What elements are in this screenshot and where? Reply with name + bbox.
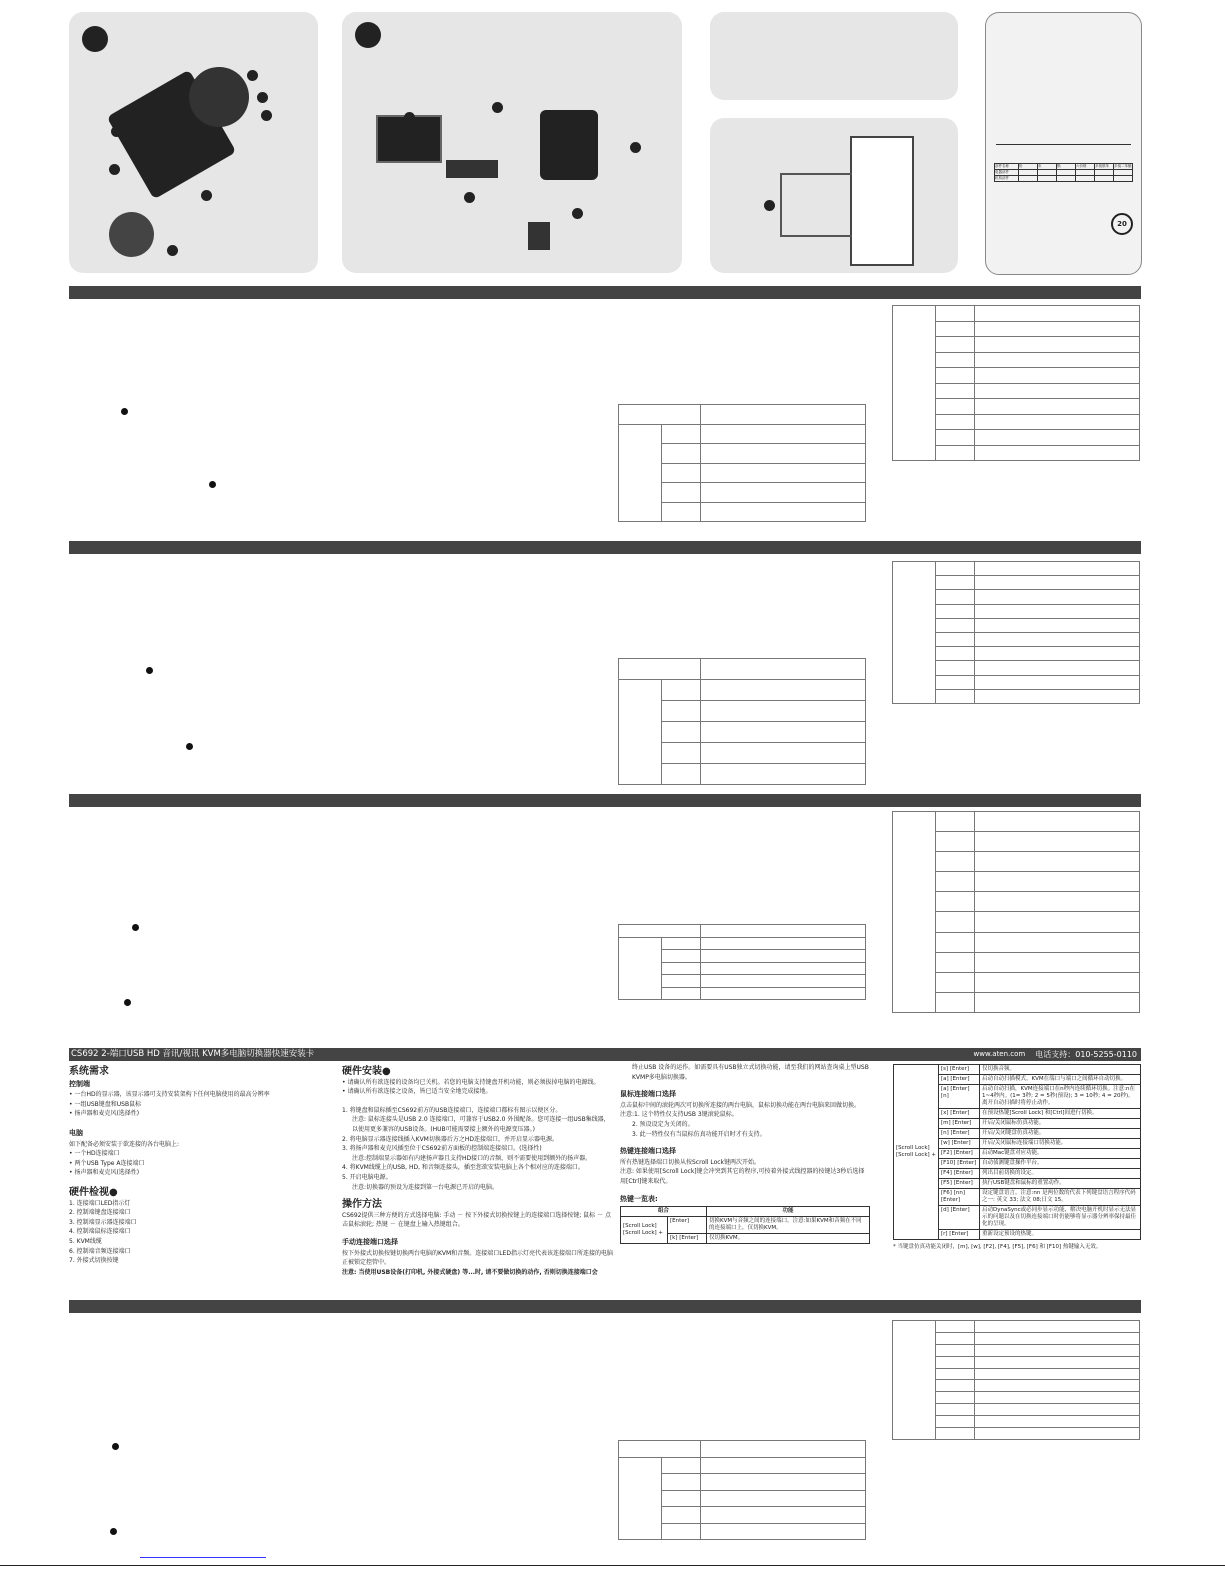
installation-panel	[342, 12, 682, 273]
middle-column	[342, 1063, 614, 1277]
rohs-header: 六价铬	[1076, 164, 1095, 170]
column-header: 功能	[707, 1207, 870, 1217]
key-cell: [F5] [Enter]	[939, 1179, 980, 1189]
paragraph: 如下配备必须安装于欲连接的各台电脑上:	[69, 1140, 180, 1148]
support-phone: 电话支持：010-5255-0110	[1035, 1050, 1137, 1059]
key-cell: [x] [Enter]	[939, 1109, 980, 1119]
note: 注意:1. 这个特性仅支持USB 3键滚轮鼠标。	[620, 1111, 738, 1119]
key-cell: [F6] [nn] [Enter]	[939, 1189, 980, 1206]
table-row	[893, 306, 1140, 322]
combo-cell: [Scroll Lock] [Scroll Lock] +	[621, 1217, 668, 1244]
section-header-bar	[69, 1048, 1141, 1061]
subheading-console: 控制端	[69, 1079, 90, 1088]
far-right-column	[893, 1064, 1141, 1253]
key-cell: [F4] [Enter]	[939, 1169, 980, 1179]
function-cell: 在预设热键[Scroll Lock] 和[Ctrl]间进行切换。	[980, 1109, 1141, 1119]
key-cell: [w] [Enter]	[939, 1139, 980, 1149]
section-header-bar	[69, 286, 1141, 299]
paragraph: 终止USB 设备的运作。如需要具有USB独立式切换功能，请至我们的网站查询桌上型USB KVMP多电脑切换器。	[632, 1064, 869, 1081]
page-title: CS692 2-端口USB HD 音讯/视讯 KVM多电脑切换器快速安装卡	[71, 1049, 315, 1059]
list-item: • 一组USB键盘和USB鼠标	[69, 1100, 142, 1108]
list-item: 2. 控制端键盘连接端口	[69, 1209, 131, 1217]
subheading-hotkey: 热键连接端口选择	[620, 1147, 676, 1156]
list-item: • 两个USB Type A连接端口	[69, 1159, 145, 1167]
callout-5	[109, 164, 120, 175]
hotkey-table	[618, 658, 866, 785]
rohs-row-label: 机构部件	[995, 176, 1019, 182]
callout-3	[261, 110, 272, 121]
hotkey-table	[892, 305, 1140, 461]
callout-1	[247, 70, 258, 81]
hotkey-table	[618, 1440, 866, 1540]
subheading-hotkey-table: 热键一览表:	[620, 1194, 658, 1203]
hotkey-table-part1	[620, 1206, 870, 1244]
bullet-icon	[209, 481, 216, 488]
hardware-review-panel	[69, 12, 318, 273]
rohs-header: 镉	[1057, 164, 1076, 170]
paragraph: 按下外接式切换按键切换两台电脑的KVM和音频。连接端口LED指示灯亮代表该连接端口所连接的电脑正被锁定控管中。	[342, 1249, 613, 1267]
rohs-panel	[985, 12, 1142, 275]
subheading-manual: 手动连接端口选择	[342, 1237, 398, 1246]
website-link[interactable]: www.aten.com	[973, 1050, 1026, 1058]
rohs-header: 铅	[1019, 164, 1038, 170]
function-cell: 开启/关闭鼠标仿真功能。	[980, 1119, 1141, 1129]
function-cell: 执行USB键盘和鼠标的重置动作。	[980, 1179, 1141, 1189]
column-header: 组合	[621, 1207, 707, 1217]
list-item: 1. 连接端口LED指示灯	[69, 1199, 131, 1207]
step: 4. 将KVM线缆上的USB, HD, 和音频连接头，插至您欲安装电脑上各个相对应的连接端口。	[342, 1164, 584, 1172]
callout-6	[201, 190, 212, 201]
key-cell: [d] [Enter]	[939, 1206, 980, 1230]
section-a-marker	[82, 26, 108, 52]
combo-cell: [Scroll Lock] [Scroll Lock] +	[894, 1065, 939, 1240]
subheading-mouse: 鼠标连接端口选择	[620, 1090, 676, 1099]
paragraph: CS692提供三种方便的方式选择电脑: 手动 － 按下外接式切换按键上的连接端口选择按键; 鼠标 － 点击鼠标滚轮; 热键 － 在键盘上输入热键组合。	[342, 1211, 611, 1229]
table-row	[619, 680, 866, 701]
heading-install: 硬件安装●	[342, 1066, 391, 1077]
list-item: 5. KVM线缆	[69, 1237, 102, 1245]
bullet-icon	[186, 743, 193, 750]
epup-badge: 20	[1111, 213, 1133, 235]
note: 注意:切换器的预设为连接到第一台电源已开启的电脑。	[352, 1183, 499, 1191]
function-cell: 设定键盘语言。注意:nn 是两位数的代表下列键盘语言程序代码之一: 英文 33; 法文 08;日文 15。	[980, 1189, 1141, 1206]
key-cell: [n] [Enter]	[939, 1129, 980, 1139]
heading-review: 硬件检视●	[69, 1186, 118, 1198]
key-cell: [a] [Enter][n]	[939, 1085, 980, 1109]
note: 注意: 如果使用[Scroll Lock]键会冲突到其它的程序,可按着外接式线控器的按键达3秒后选择用[Ctrl]键来取代。	[620, 1168, 865, 1185]
key-cell: [F10] [Enter]	[939, 1159, 980, 1169]
note: 2. 预设设定为关闭的。	[632, 1120, 694, 1128]
table-row	[619, 925, 866, 938]
key-cell: [k] [Enter]	[668, 1234, 707, 1244]
left-column	[69, 1063, 324, 1266]
callout-4	[630, 142, 641, 153]
computer-tower-illustration	[850, 136, 914, 266]
list-item: • 扬声器和麦克风(选择性)	[69, 1169, 140, 1177]
bullet-icon	[112, 1443, 119, 1450]
table-row	[893, 812, 1140, 832]
table-row	[894, 1065, 1141, 1075]
hotkey-table	[892, 1320, 1140, 1440]
table-row	[619, 1457, 866, 1474]
key-cell: [F2] [Enter]	[939, 1149, 980, 1159]
kvm-illustration	[540, 110, 598, 180]
note: 3. 此一特性仅有当鼠标仿真功能开启时才有支持。	[632, 1130, 766, 1138]
function-cell: 启动Mac键盘对应功能。	[980, 1149, 1141, 1159]
hyperlink-underline[interactable]	[140, 1557, 266, 1558]
step: 3. 将扬声器和麦克风插至位于CS692前方面板的控制端连接端口。(选择性)	[342, 1145, 542, 1153]
list-item: • 一台HD的显示器，该显示器可支持安装架构下任何电脑使用的最高分辨率	[69, 1091, 270, 1099]
function-cell: 开启/关闭鼠标连接端口切换功能。	[980, 1139, 1141, 1149]
key-cell: [a] [Enter]	[939, 1075, 980, 1085]
function-cell: 仅切换KVM。	[707, 1234, 870, 1244]
computer-connection-panel	[710, 118, 958, 273]
rohs-header: 汞	[1038, 164, 1057, 170]
table-row	[619, 1441, 866, 1458]
cable-illustration	[780, 173, 852, 237]
hotkey-table	[892, 811, 1140, 1013]
section-header-bar	[69, 541, 1141, 554]
step: 2. 将电脑显示器连接线插入KVM切换器后方之HD连接端口，并开启显示器电源。	[342, 1135, 558, 1143]
list-item: • 一个HD连接端口	[69, 1150, 120, 1158]
callout-7	[167, 245, 178, 256]
section-header-bar	[69, 1300, 1141, 1313]
callout-6	[764, 200, 775, 211]
table-row	[893, 1321, 1140, 1333]
rohs-header: 多溴联苯	[1095, 164, 1114, 170]
function-cell: 启动自动扫描，KVM连接端口在n秒内连续循环切换。注意:n在1~4秒内。(1= 3秒; 2 = 5秒(预设); 3 = 10秒; 4 = 20秒)。离开自动扫描时将停止动作。	[980, 1085, 1141, 1109]
function-cell: 启动自动扫描模式。KVM在端口与端口之间循环自动切换。	[980, 1075, 1141, 1085]
bullet-icon	[121, 408, 128, 415]
rohs-header: 部件名称	[995, 164, 1019, 170]
table-row	[619, 405, 866, 425]
list-item: 7. 外接式切换按键	[69, 1257, 119, 1265]
keyboard-illustration	[446, 160, 498, 178]
paragraph: 点击鼠标中间的滚轮两次可切换所连接的两台电脑，鼠标切换功能在两台电脑来回做切换。	[620, 1101, 861, 1109]
callout-2	[257, 92, 268, 103]
footnote: * 当键盘仿真功能关闭时，[m], [w], [F2], [F4], [F5], [F6] 和 [F10] 热键输入无效。	[893, 1244, 1102, 1250]
key-cell: [r] [Enter]	[939, 1230, 980, 1240]
list-item: 6. 控制端音频连接端口	[69, 1247, 131, 1255]
divider	[996, 144, 1131, 145]
bullet-icon	[124, 999, 131, 1006]
function-cell: 自动侦测键盘操作平台。	[980, 1159, 1141, 1169]
header-right	[974, 1048, 1137, 1061]
note: 注意: 当使用USB设备(打印机, 外接式硬盘) 等...时, 请不要做切换的动作, 否则切换连接端口会	[342, 1268, 598, 1276]
hotkey-table	[618, 924, 866, 1000]
heading-sysreq: 系统需求	[69, 1066, 109, 1077]
right-column	[620, 1063, 870, 1244]
function-cell: 重新设定预设的热键。	[980, 1230, 1141, 1240]
callout-3	[464, 192, 475, 203]
note: 注意: 鼠标连接头是USB 2.0 连接端口，可兼容于USB2.0 外围配备。您可连接一组USB集线器，以使用更多兼容的USB设备。(HUB可能需要接上额外的电源变压器。)	[352, 1116, 610, 1133]
switch-button-illustration	[109, 212, 154, 257]
rohs-header: 多溴二苯醚	[1114, 164, 1132, 168]
table-row	[619, 659, 866, 680]
callout-5	[572, 208, 583, 219]
page-bottom-rule	[0, 1565, 1225, 1566]
key-cell: [Enter]	[668, 1217, 707, 1234]
heading-operation: 操作方法	[342, 1199, 382, 1211]
bullet-icon	[146, 667, 153, 674]
rohs-row-label: 电器部件	[995, 170, 1019, 176]
callout-2	[492, 102, 503, 113]
bullet-icon	[132, 924, 139, 931]
callout-4	[111, 126, 122, 137]
note: 注意:控制端显示器如有内建扬声器且支持HD接口的音频，则不需要使用到额外的扬声器。	[352, 1154, 592, 1162]
section-b-marker	[355, 22, 381, 48]
function-cell: 列出目前切换的设定。	[980, 1169, 1141, 1179]
step: 1. 将键盘和鼠标插至CS692前方的USB连接端口，连接端口都标有图示以便区分。	[342, 1106, 562, 1114]
key-cell: [m] [Enter]	[939, 1119, 980, 1129]
function-cell: 仅切换音频。	[980, 1065, 1141, 1075]
function-cell: 切换KVM与音频之间的连接端口。注意:如果KVM和音频在不同的连接端口上，仅切换KVM。	[707, 1217, 870, 1234]
bullet-icon	[110, 1528, 117, 1535]
function-cell: 开启/关闭键盘仿真功能。	[980, 1129, 1141, 1139]
paragraph: 所有热键选择端口切换从按Scroll Lock键两次开始。	[620, 1158, 761, 1166]
hotkey-table	[618, 404, 866, 522]
list-item: • 扬声器和麦克风(选择性)	[69, 1110, 140, 1118]
hotkey-table	[892, 561, 1140, 704]
function-cell: 启动DynaSync或必同步显示功能，解决电脑开机时显示无法显示的问题以及在切换连接端口时仍能够将显示器分辨率保持最佳化的呈现。	[980, 1206, 1141, 1230]
list-item: • 请确认所有欲连接之设备，皆已适当安全地完成接地。	[342, 1088, 492, 1096]
table-row	[619, 937, 866, 950]
table-row	[619, 424, 866, 444]
list-item: 3. 控制端显示器连接端口	[69, 1218, 137, 1226]
subheading-pc: 电脑	[69, 1128, 83, 1137]
speaker-illustration	[528, 222, 550, 250]
table-row	[893, 562, 1140, 576]
step: 5. 开启电脑电源。	[342, 1173, 392, 1181]
rohs-table	[994, 163, 1133, 182]
key-cell: [s] [Enter]	[939, 1065, 980, 1075]
list-item: • 请确认所有欲连接的设备均已关机。若您的电脑支持键盘开机功能，则必须拔掉电脑的电源线。	[342, 1078, 600, 1086]
list-item: 4. 控制端鼠标连接端口	[69, 1228, 131, 1236]
section-header-bar	[69, 794, 1141, 807]
blank-panel	[710, 12, 958, 100]
hotkey-table-part2	[893, 1064, 1141, 1240]
callout-1	[404, 112, 415, 123]
